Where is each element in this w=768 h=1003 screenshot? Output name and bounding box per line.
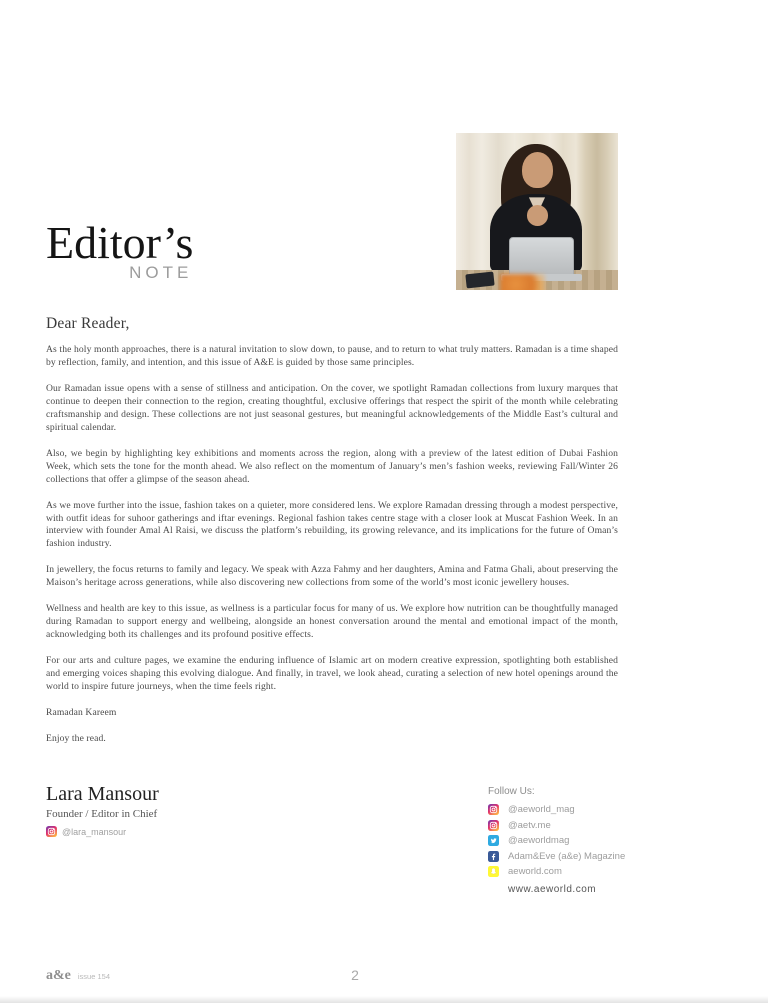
signature-name: Lara Mansour (46, 783, 159, 805)
editor-photo (456, 133, 618, 290)
social-label: @aetv.me (508, 819, 551, 831)
letter-paragraph: As the holy month approaches, there is a natural invitation to slow down, to pause, and to return to what truly matters. Ramadan is a time shaped by reflection, family, and intention, and this issue of A&E is guided by those same principles. (46, 344, 618, 368)
letter-closing: Ramadan Kareem (46, 707, 117, 719)
title-editors: Editor’s (46, 217, 194, 268)
social-link-instagram[interactable] (488, 802, 625, 818)
footer-logo (46, 968, 110, 984)
facebook-icon (488, 851, 499, 862)
letter-paragraph: Also, we begin by highlighting key exhibitions and moments across the region, along with a preview of the latest edition of Dubai Fashion Week, which sets the tone for the month ahead. We also reflect on the momentum of January’s men’s fashion weeks, reviewing Fall/Winter 26 collections that offer a glimpse of the season ahead. (46, 447, 618, 485)
signature-instagram-handle: @lara_mansour (62, 826, 127, 837)
social-link-twitter[interactable] (488, 833, 625, 849)
social-link-facebook[interactable] (488, 849, 625, 865)
letter-paragraph: Wellness and health are key to this issue, as wellness is a particular focus for many of us. We explore how nutrition can be thoughtfully managed during Ramadan to support energy and wellbeing, alongside an honest conversation around the mental and emotional impact of the month, acknowledging both its challenges and its profound positive effects. (46, 603, 618, 641)
letter-paragraph: As we move further into the issue, fashion takes on a quieter, more considered lens. We explore Ramadan dressing through a modest perspective, with outfit ideas for suhoor gatherings and iftar evenings. Regional fashion takes centre stage with a closer look at Muscat Fashion Week. In an interview with founder Amal Al Raisi, we discuss the platform’s rebuilding, its growing relevance, and its implications for the future of Oman’s fashion industry. (46, 499, 618, 550)
social-link-instagram[interactable] (488, 818, 625, 834)
signature-instagram[interactable] (46, 826, 159, 837)
social-label: @aeworldmag (508, 835, 570, 847)
twitter-icon (488, 835, 499, 846)
social-link-snapchat[interactable] (488, 864, 625, 880)
photo-person-hands (527, 205, 548, 225)
issue-number: issue 154 (77, 972, 110, 981)
photo-person-face (522, 152, 553, 188)
greeting: Dear Reader, (46, 315, 130, 332)
letter-paragraph: For our arts and culture pages, we examine the enduring influence of Islamic art on modern creative expression, spotlighting both established and emerging voices shaping this evolving dialogue. And finally, in travel, we look ahead, curating a selection of new hotel openings around the world to inspire future journeys, when the time feels right. (46, 655, 618, 693)
signature-block (46, 783, 159, 837)
instagram-icon (488, 804, 499, 815)
photo-phone (465, 271, 494, 288)
page-number: 2 (351, 967, 359, 983)
photo-flowers (500, 274, 545, 290)
social-label: @aeworld_mag (508, 804, 575, 816)
social-label: Adam&Eve (a&e) Magazine (508, 850, 626, 862)
photo-laptop (509, 237, 574, 276)
instagram-icon (46, 826, 57, 837)
letter-body (46, 344, 618, 759)
signature-role: Founder / Editor in Chief (46, 808, 158, 820)
letter-paragraph: In jewellery, the focus returns to family and legacy. We speak with Azza Fahmy and her daughters, Amina and Fatma Ghali, about preserving the Maison’s heritage across generations, while also discovering new collections from some of the world’s most iconic jewellery houses. (46, 564, 618, 589)
page-bottom-edge (0, 996, 768, 1003)
social-block (488, 786, 625, 895)
social-label: aeworld.com (508, 866, 562, 878)
social-links (488, 802, 625, 880)
page-title (46, 217, 194, 283)
brand-logo: a&e (46, 968, 71, 983)
snapchat-icon (488, 866, 499, 877)
social-heading: Follow Us: (488, 786, 535, 797)
website-link[interactable]: www.aeworld.com (508, 883, 597, 895)
letter-closing: Enjoy the read. (46, 732, 106, 744)
instagram-icon (488, 820, 499, 831)
title-note: NOTE (129, 263, 193, 282)
letter-paragraph: Our Ramadan issue opens with a sense of stillness and anticipation. On the cover, we spotlight Ramadan collections from luxury marques that continue to deepen their connection to the region, creating thoughtful, exclusive offerings that respect the spirit of the month while celebrating craftsmanship and design. These collections are not just seasonal gestures, but meaningful acknowledgements of the Middle East’s cultural and spiritual calendar. (46, 382, 618, 433)
